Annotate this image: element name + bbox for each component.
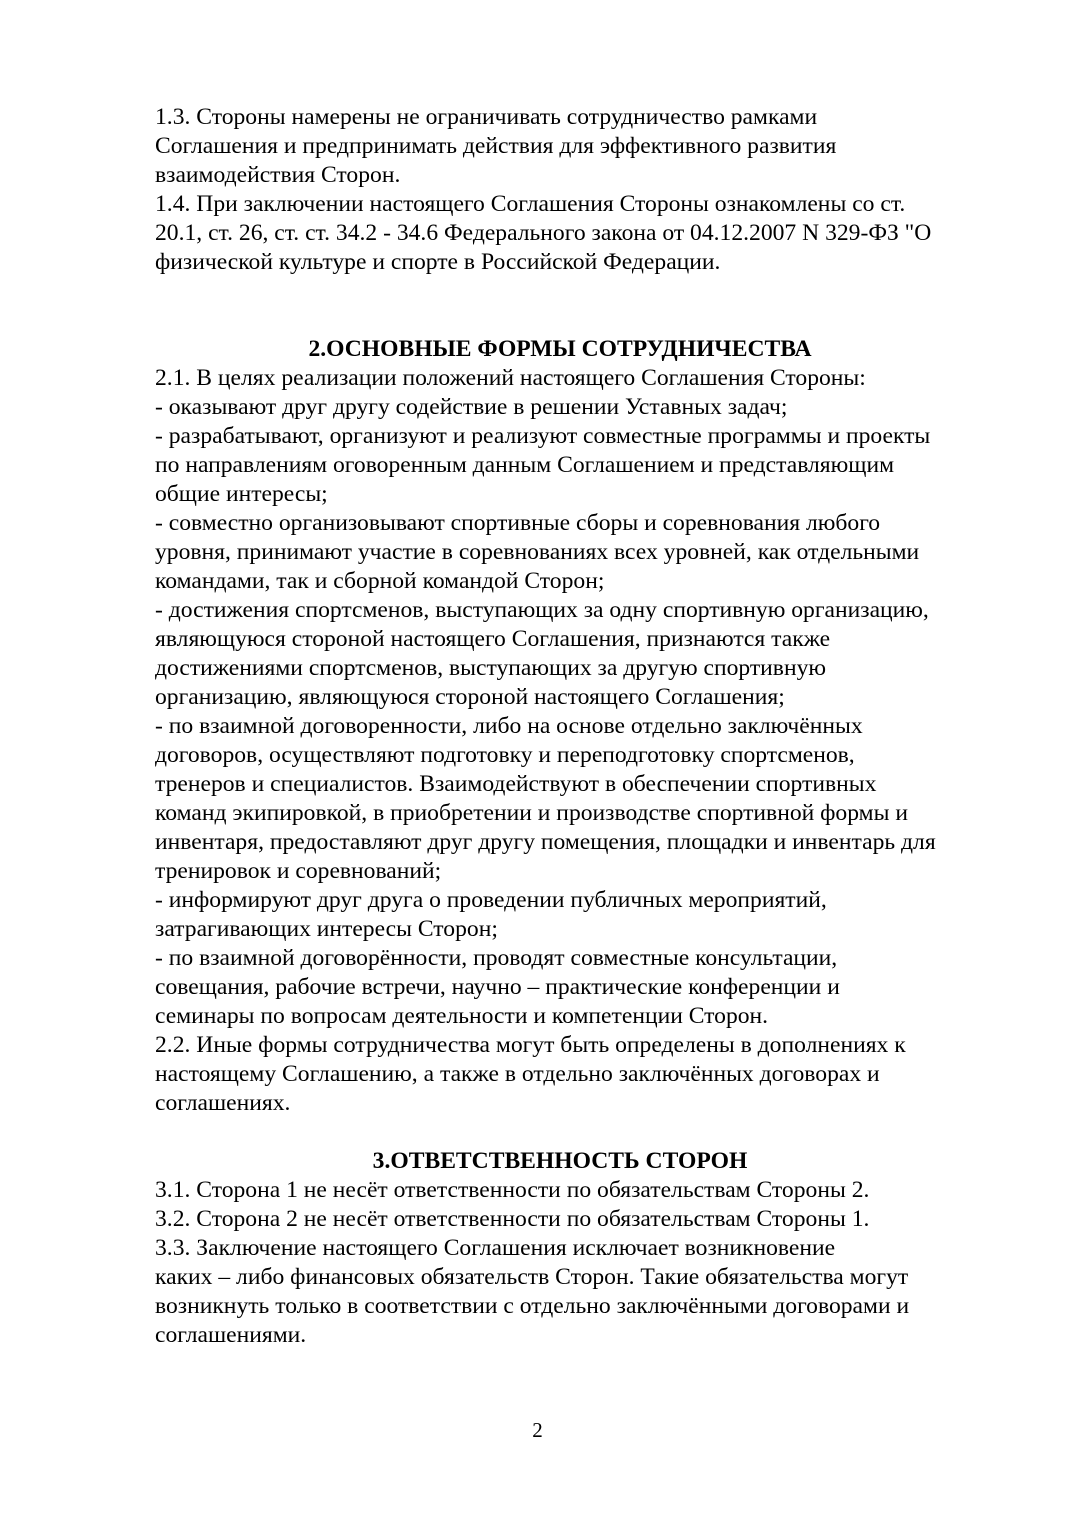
clause-1-3 [155,103,1005,190]
text-line: взаимодействия Сторон. [155,162,401,188]
text-line: уровня, принимают участие в соревнованиях всех уровней, как отдельными [155,539,920,565]
list-item [155,422,1005,509]
text-line: - совместно организовывают спортивные сборы и соревнования любого [155,510,881,536]
list-item [155,596,1005,712]
section-2-heading: 2.ОСНОВНЫЕ ФОРМЫ СОТРУДНИЧЕСТВА [308,336,812,362]
list-item [155,944,1005,1031]
text-line: 3.2. Сторона 2 не несёт ответственности по обязательствам Стороны 1. [155,1206,870,1232]
list-item [155,886,1005,944]
text-line: 3.3. Заключение настоящего Соглашения исключает возникновение [155,1235,836,1261]
clause-3-1 [155,1176,1005,1205]
text-line: настоящему Соглашению, а также в отдельно заключённых договорах и [155,1061,880,1087]
text-line: - оказывают друг другу содействие в решении Уставных задач; [155,394,788,420]
text-line: - по взаимной договорённости, проводят совместные консультации, [155,945,838,971]
text-line: командами, так и сборной командой Сторон; [155,568,605,594]
clause-2-2 [155,1031,1005,1118]
text-line: 1.3. Стороны намерены не ограничивать сотрудничество рамками [155,104,818,130]
text-line: Соглашения и предпринимать действия для эффективного развития [155,133,837,159]
spacer [155,277,1005,335]
text-line: по направлениям оговоренным данным Соглашением и представляющим [155,452,894,478]
text-line: инвентаря, предоставляют друг другу помещения, площадки и инвентарь для [155,829,936,855]
clause-2-1 [155,364,1005,393]
text-line: соглашениями. [155,1322,307,1348]
list-item [155,509,1005,596]
text-line: - по взаимной договоренности, либо на основе отдельно заключённых [155,713,863,739]
text-line: 1.4. При заключении настоящего Соглашения Стороны ознакомлены со ст. [155,191,906,217]
text-line: 3.1. Сторона 1 не несёт ответственности по обязательствам Стороны 2. [155,1177,870,1203]
text-line: затрагивающих интересы Сторон; [155,916,498,942]
document-page [155,103,1005,1350]
spacer [155,1118,1005,1147]
clause-3-2 [155,1205,1005,1234]
text-line: команд экипировкой, в приобретении и производстве спортивной формы и [155,800,908,826]
clause-1-4 [155,190,1005,277]
text-line: - разрабатывают, организуют и реализуют совместные программы и проекты [155,423,931,449]
text-line: общие интересы; [155,481,328,507]
text-line: 2.2. Иные формы сотрудничества могут быть определены в дополнениях к [155,1032,906,1058]
list-item [155,393,1005,422]
text-line: организацию, являющуюся стороной настоящего Соглашения; [155,684,785,710]
text-line: возникнуть только в соответствии с отдельно заключёнными договорами и [155,1293,910,1319]
section-3-heading: 3.ОТВЕТСТВЕННОСТЬ СТОРОН [372,1148,748,1174]
text-line: 20.1, ст. 26, ст. ст. 34.2 - 34.6 Федерального закона от 04.12.2007 N 329-ФЗ "О [155,220,932,246]
clause-3-3 [155,1234,1005,1350]
text-line: совещания, рабочие встречи, научно – практические конференции и [155,974,840,1000]
text-line: каких – либо финансовых обязательств Сторон. Такие обязательства могут [155,1264,909,1290]
text-line: физической культуре и спорте в Российской Федерации. [155,249,721,275]
list-item [155,712,1005,886]
text-line: 2.1. В целях реализации положений настоящего Соглашения Стороны: [155,365,866,391]
text-line: достижениями спортсменов, выступающих за другую спортивную [155,655,826,681]
text-line: - информируют друг друга о проведении публичных мероприятий, [155,887,827,913]
text-line: семинары по вопросам деятельности и компетенции Сторон. [155,1003,769,1029]
text-line: тренеров и специалистов. Взаимодействуют в обеспечении спортивных [155,771,877,797]
text-line: соглашениях. [155,1090,291,1116]
text-line: - достижения спортсменов, выступающих за одну спортивную организацию, [155,597,929,623]
text-line: договоров, осуществляют подготовку и переподготовку спортсменов, [155,742,855,768]
page-number: 2 [532,1418,543,1442]
text-line: тренировок и соревнований; [155,858,442,884]
text-line: являющуюся стороной настоящего Соглашения, признаются также [155,626,831,652]
